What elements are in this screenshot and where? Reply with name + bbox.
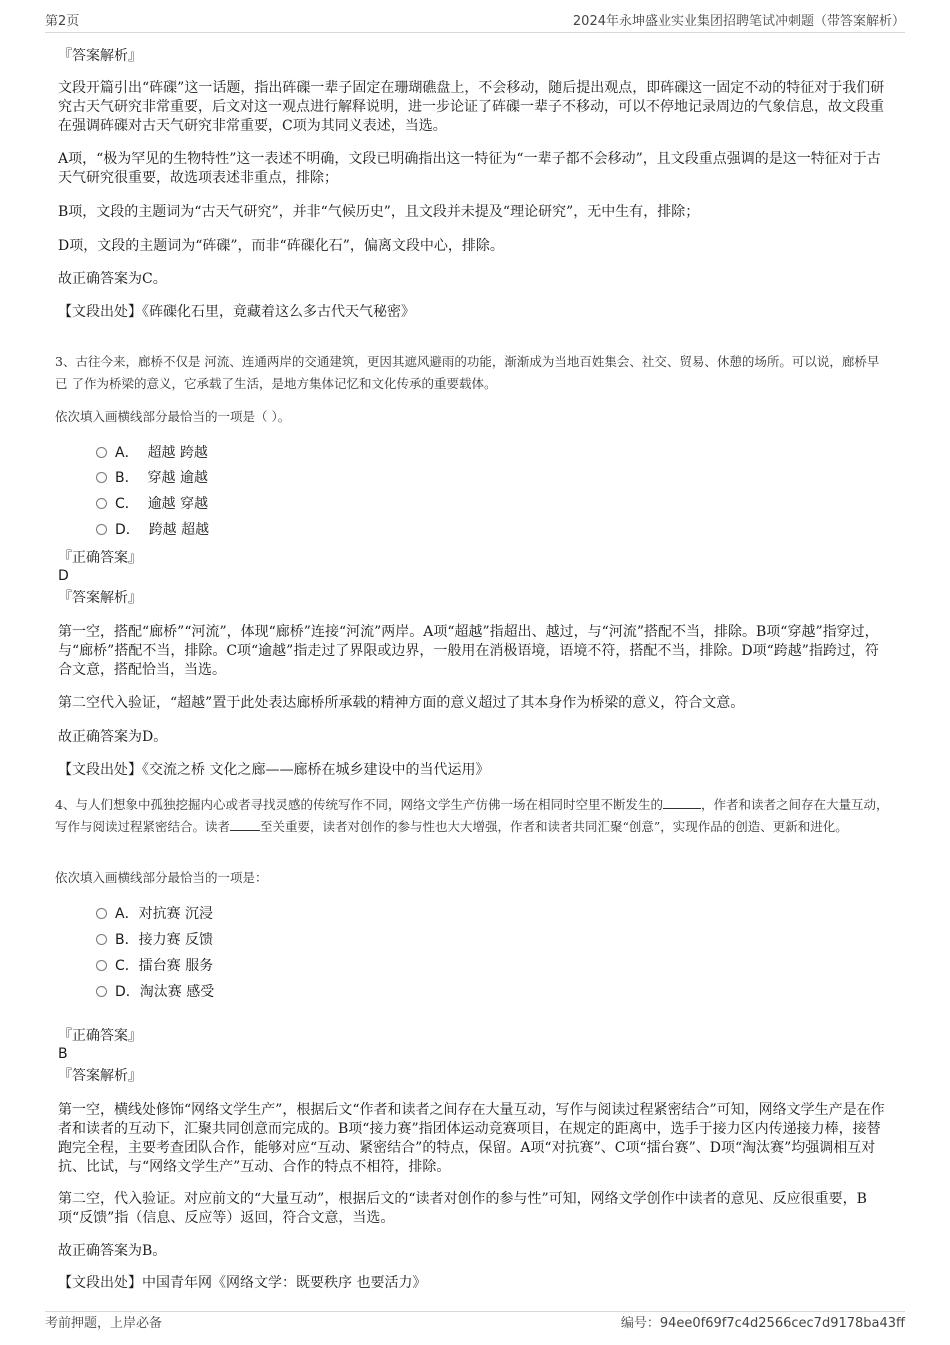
q2-source: 【文段出处】《砗磲化石里，竟藏着这么多古代天气秘密》 [58, 304, 415, 320]
q2-analysis-label: 『答案解析』 [58, 48, 142, 64]
radio-icon[interactable] [96, 986, 107, 997]
q4-option-c[interactable]: C．擂台赛 服务 [96, 956, 213, 976]
radio-icon[interactable] [96, 934, 107, 945]
q4-correct-label: 『正确答案』 [58, 1028, 142, 1044]
q4-option-b[interactable]: B．接力赛 反馈 [96, 930, 213, 950]
q3-instruction: 依次填入画横线部分最恰当的一项是（ ）。 [55, 409, 291, 424]
q2-analysis-p3: B项，文段的主题词为“古天气研究”，并非“气候历史”，且文段并未提及“理论研究”，无中生有，排除； [58, 204, 700, 220]
q3-conclusion: 故正确答案为D。 [58, 729, 168, 745]
q3-option-c[interactable]: C． 逾越 穿越 [96, 494, 208, 514]
document-id: 编号：94ee0f69f7c4d2566cec7d9178ba43ff [620, 1316, 905, 1331]
radio-icon[interactable] [96, 908, 107, 919]
page-footer [45, 1311, 905, 1332]
radio-icon[interactable] [96, 960, 107, 971]
q3-option-a[interactable]: A． 超越 跨越 [96, 443, 208, 463]
q2-analysis-p2: A项，“极为罕见的生物特性”这一表述不明确，文段已明确指出这一特征为“一辈子都不会移动”，且文段重点强调的是这一特征对于古天气研究很重要，故选项表述非重点，排除； [58, 151, 881, 186]
blank-2 [230, 818, 260, 831]
q3-option-d[interactable]: D． 跨越 超越 [96, 520, 209, 540]
q3-stem: 3、古往今来，廊桥不仅是 河流、连通两岸的交通建筑，更因其遮风避雨的功能，渐渐成为当地百姓集会、社交、贸易、休憩的场所。可以说，廊桥早已 了作为桥梁的意义，它承载了生活，是地方集体记忆和文化传承的重要载体。 [55, 354, 880, 391]
q3-correct-label: 『正确答案』 [58, 550, 142, 566]
q4-analysis-p2: 第二空，代入验证。对应前文的“大量互动”，根据后文的“读者对创作的参与性”可知，网络文学创作中读者的意见、反应很重要，B项“反馈”指（信息、反应等）返回，符合文意，当选。 [58, 1191, 867, 1226]
q2-analysis-p4: D项，文段的主题词为“砗磲”，而非“砗磲化石”，偏离文段中心，排除。 [58, 238, 504, 254]
radio-icon[interactable] [96, 498, 107, 509]
q3-option-b[interactable]: B． 穿越 逾越 [96, 468, 208, 488]
q4-option-d[interactable]: D．淘汰赛 感受 [96, 982, 214, 1002]
page-header [45, 12, 905, 33]
radio-icon[interactable] [96, 447, 107, 458]
blank-1 [663, 796, 701, 809]
radio-icon[interactable] [96, 524, 107, 535]
q3-correct-answer: D [58, 568, 69, 584]
q3-source: 【文段出处】《交流之桥 文化之廊——廊桥在城乡建设中的当代运用》 [58, 762, 490, 778]
q4-source: 【文段出处】中国青年网《网络文学：既要秩序 也要活力》 [58, 1275, 427, 1291]
q2-analysis-p1: 文段开篇引出“砗磲”这一话题，指出砗磲一辈子固定在珊瑚礁盘上，不会移动，随后提出观点，即砗磲这一固定不动的特征对于我们研究古天气研究非常重要，后文对这一观点进行解释说明，进一步论证了砗磲一辈子不移动，可以不停地记录周边的气象信息，故文段重在强调砗磲对古天气研究非常重要，C项为其同义表述，当选。 [58, 80, 885, 134]
q4-instruction: 依次填入画横线部分最恰当的一项是： [55, 870, 268, 885]
footer-slogan: 考前押题，上岸必备 [45, 1316, 163, 1331]
page-number: 第2页 [45, 14, 80, 29]
radio-icon[interactable] [96, 472, 107, 483]
q4-stem: 4、与人们想象中孤独挖掘内心或者寻找灵感的传统写作不同，网络文学生产仿佛一场在相同时空里不断发生的 ，作者和读者之间存在大量互动，写作与阅读过程紧密结合。读者 至关重要，读者对创作的参与性也大大增强，作者和读者共同汇聚“创意”，实现作品的创造、更新和进化。 [55, 797, 889, 834]
q4-correct-answer: B [58, 1046, 68, 1062]
q2-conclusion: 故正确答案为C。 [58, 271, 167, 287]
q4-conclusion: 故正确答案为B。 [58, 1243, 167, 1259]
document-title: 2024年永坤盛业实业集团招聘笔试冲刺题（带答案解析） [572, 14, 905, 29]
q3-analysis-p2: 第二空代入验证，“超越”置于此处表达廊桥所承载的精神方面的意义超过了其本身作为桥梁的意义，符合文意。 [58, 695, 745, 711]
q3-analysis-label: 『答案解析』 [58, 590, 142, 606]
q4-option-a[interactable]: A．对抗赛 沉浸 [96, 904, 213, 924]
q3-analysis-p1: 第一空，搭配“廊桥”“河流”，体现“廊桥”连接“河流”两岸。A项“超越”指超出、越过，与“河流”搭配不当，排除。B项“穿越”指穿过，与“廊桥”搭配不当，排除。C项“逾越”指走过了界限或边界，一般用在消极语境，语境不符，搭配不当，排除。D项“跨越”指跨过，符合文意，搭配恰当，当选。 [58, 624, 879, 678]
q4-analysis-p1: 第一空，横线处修饰“网络文学生产”，根据后文“作者和读者之间存在大量互动，写作与阅读过程紧密结合”可知，网络文学生产是在作者和读者的互动下，汇聚共同创意而完成的。B项“接力赛”指团体运动竞赛项目，在规定的距离中，选手于接力区内传递接力棒，接替跑完全程，主要考查团队合作，能够对应“互动、紧密结合”的特点，保留。A项“对抗赛”、C项“擂台赛”、D项“淘汰赛”均强调相互对抗、比试，与“网络文学生产”互动、合作的特点不相符，排除。 [58, 1102, 885, 1175]
q4-analysis-label: 『答案解析』 [58, 1068, 142, 1084]
